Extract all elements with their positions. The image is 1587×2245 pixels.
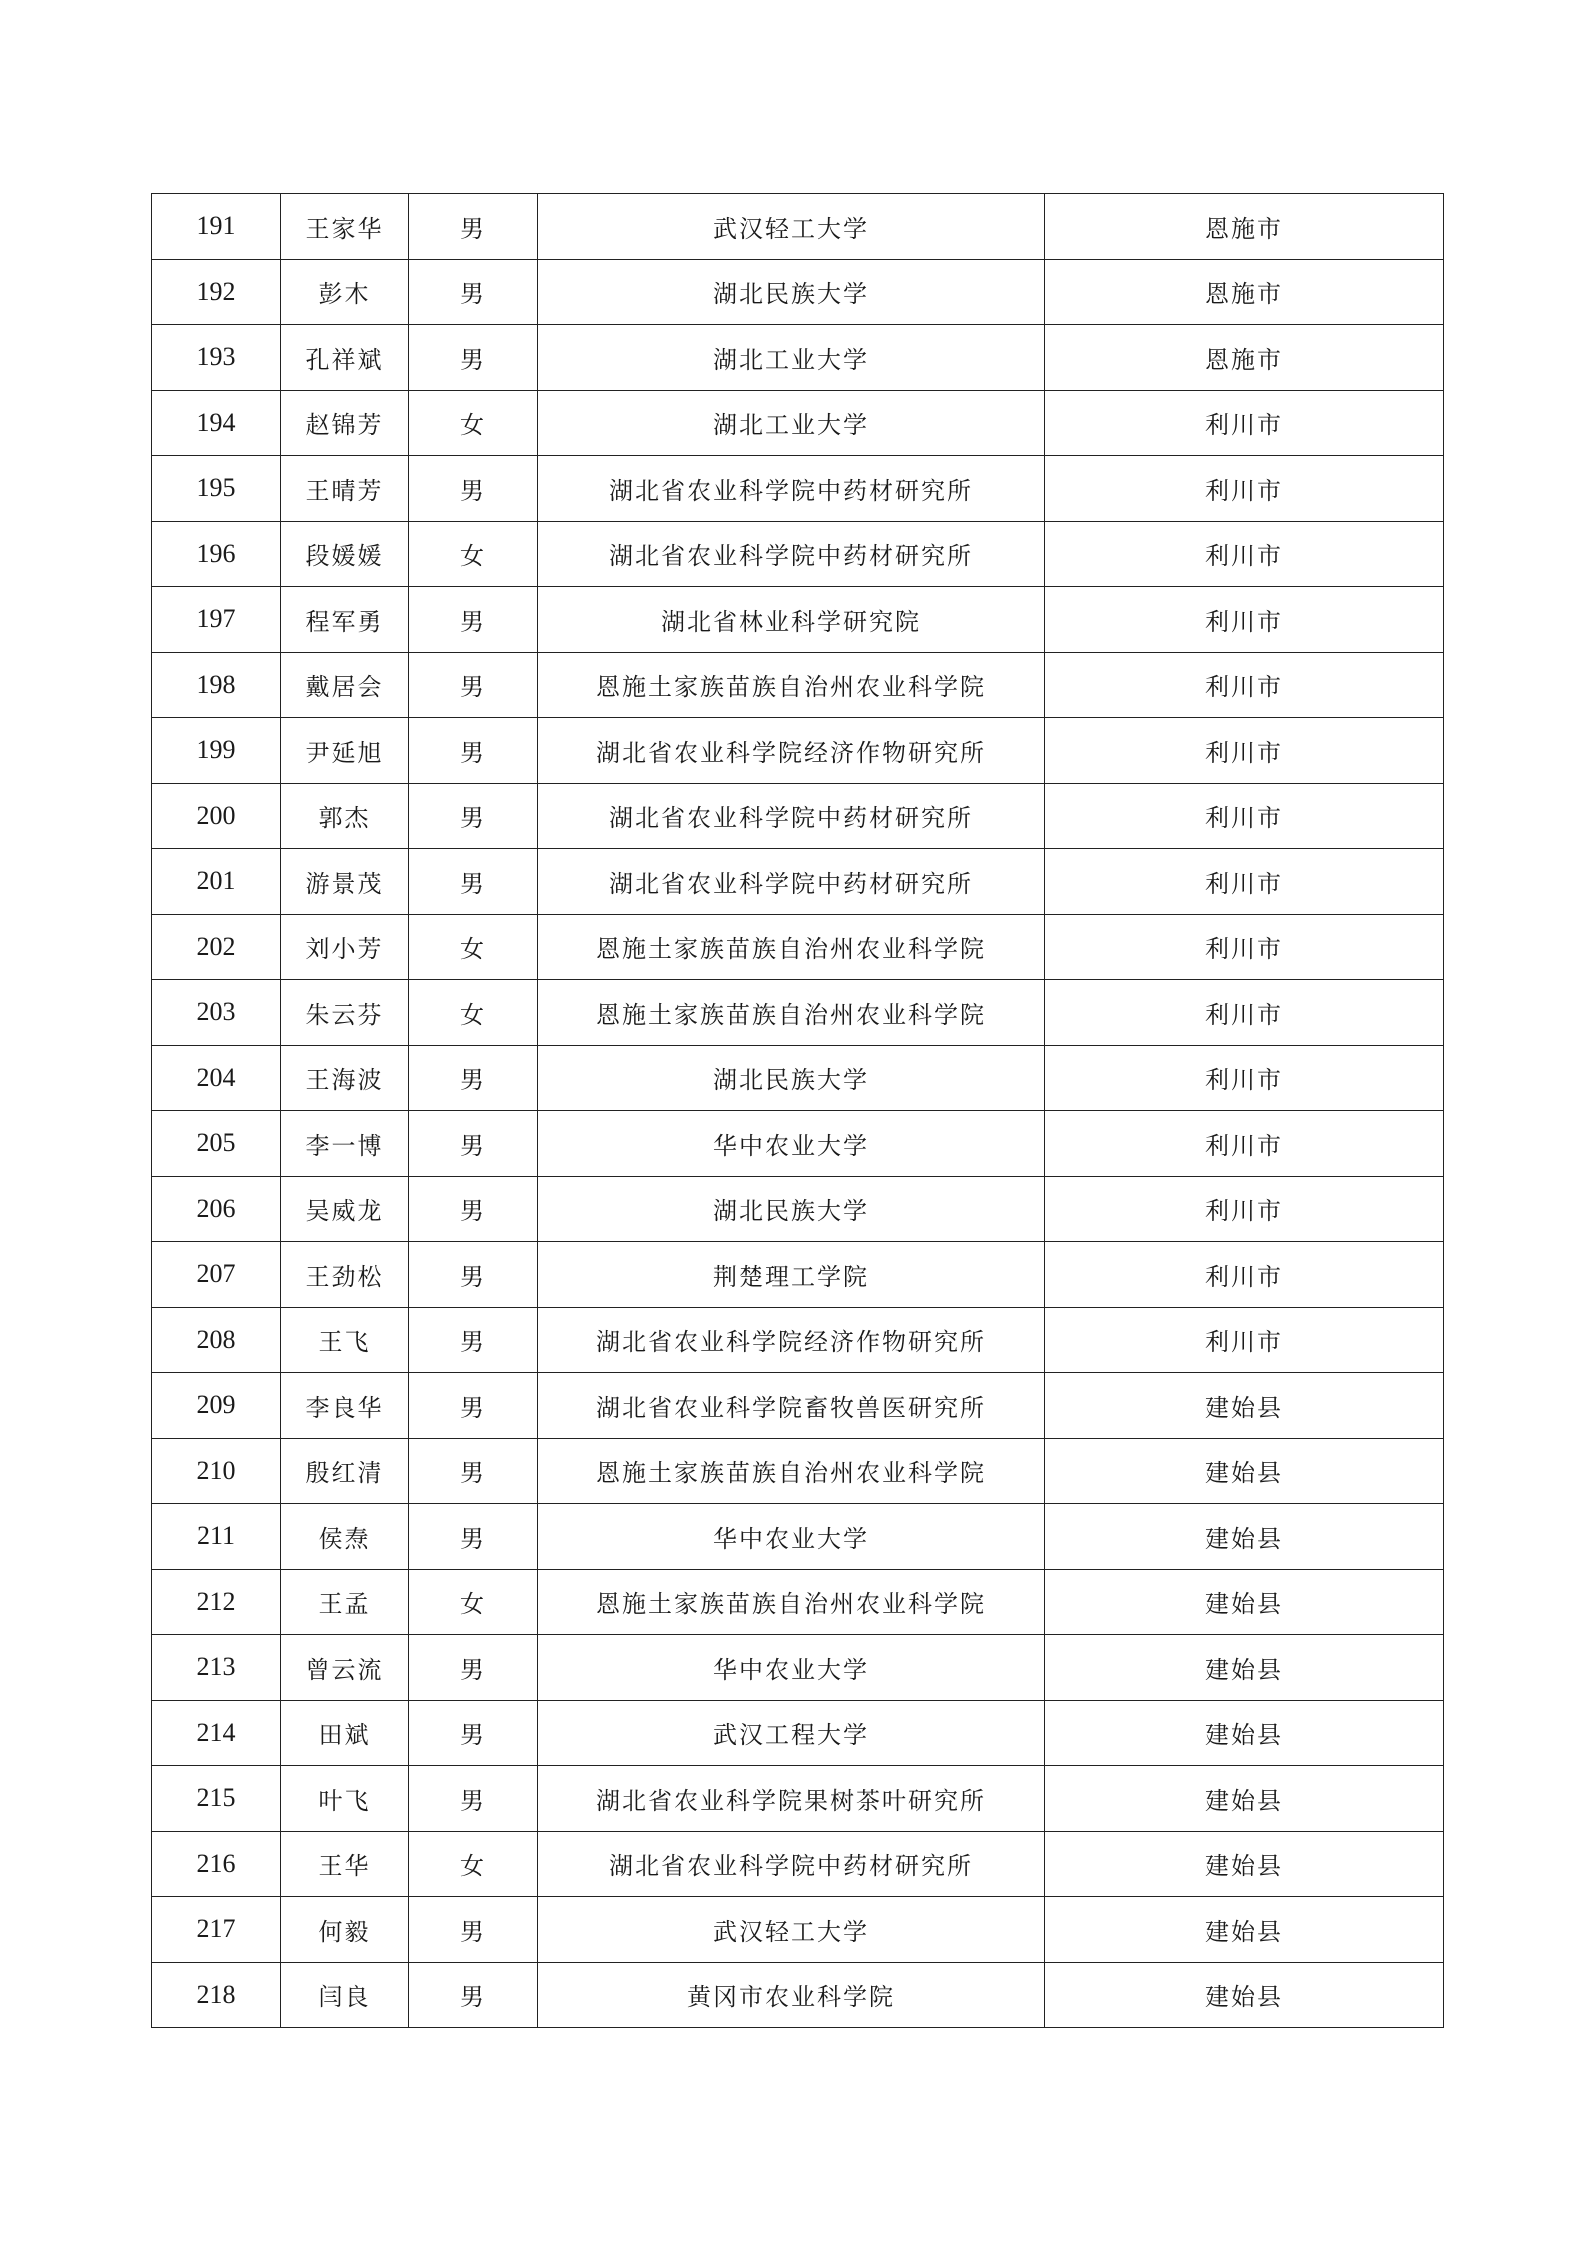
institution-cell: 武汉轻工大学 <box>538 194 1045 260</box>
row-number-cell: 211 <box>152 1504 281 1570</box>
row-number-cell: 215 <box>152 1766 281 1832</box>
person-name-cell: 王家华 <box>281 194 409 260</box>
row-number-cell: 196 <box>152 521 281 587</box>
person-name-cell: 王劲松 <box>281 1242 409 1308</box>
table-row <box>152 1045 1444 1111</box>
table-row <box>152 1504 1444 1570</box>
person-name-cell: 田斌 <box>281 1700 409 1766</box>
institution-cell: 湖北民族大学 <box>538 259 1045 325</box>
location-cell: 建始县 <box>1045 1504 1444 1570</box>
row-number-cell: 201 <box>152 849 281 915</box>
gender-cell: 男 <box>409 259 538 325</box>
institution-cell: 恩施土家族苗族自治州农业科学院 <box>538 652 1045 718</box>
institution-cell: 湖北工业大学 <box>538 390 1045 456</box>
person-name-cell: 王晴芳 <box>281 456 409 522</box>
table-row <box>152 1373 1444 1439</box>
row-number-cell: 214 <box>152 1700 281 1766</box>
institution-cell: 湖北工业大学 <box>538 325 1045 391</box>
gender-cell: 男 <box>409 1307 538 1373</box>
institution-cell: 恩施土家族苗族自治州农业科学院 <box>538 914 1045 980</box>
gender-cell: 男 <box>409 1766 538 1832</box>
table-row <box>152 259 1444 325</box>
person-name-cell: 段媛媛 <box>281 521 409 587</box>
person-name-cell: 李良华 <box>281 1373 409 1439</box>
location-cell: 利川市 <box>1045 718 1444 784</box>
person-name-cell: 赵锦芳 <box>281 390 409 456</box>
gender-cell: 女 <box>409 390 538 456</box>
gender-cell: 男 <box>409 194 538 260</box>
row-number-cell: 192 <box>152 259 281 325</box>
person-name-cell: 曾云流 <box>281 1635 409 1701</box>
location-cell: 利川市 <box>1045 587 1444 653</box>
location-cell: 利川市 <box>1045 456 1444 522</box>
location-cell: 恩施市 <box>1045 325 1444 391</box>
location-cell: 利川市 <box>1045 914 1444 980</box>
table-row <box>152 914 1444 980</box>
row-number-cell: 205 <box>152 1111 281 1177</box>
institution-cell: 湖北省农业科学院中药材研究所 <box>538 783 1045 849</box>
gender-cell: 男 <box>409 1176 538 1242</box>
person-name-cell: 李一博 <box>281 1111 409 1177</box>
table-row <box>152 1831 1444 1897</box>
table-row <box>152 980 1444 1046</box>
institution-cell: 华中农业大学 <box>538 1504 1045 1570</box>
institution-cell: 黄冈市农业科学院 <box>538 1962 1045 2028</box>
row-number-cell: 212 <box>152 1569 281 1635</box>
table-body <box>152 194 1444 2028</box>
row-number-cell: 210 <box>152 1438 281 1504</box>
person-name-cell: 王海波 <box>281 1045 409 1111</box>
row-number-cell: 218 <box>152 1962 281 2028</box>
table-row <box>152 1897 1444 1963</box>
row-number-cell: 213 <box>152 1635 281 1701</box>
gender-cell: 女 <box>409 980 538 1046</box>
institution-cell: 湖北省农业科学院畜牧兽医研究所 <box>538 1373 1045 1439</box>
person-name-cell: 王孟 <box>281 1569 409 1635</box>
gender-cell: 女 <box>409 521 538 587</box>
gender-cell: 男 <box>409 1635 538 1701</box>
gender-cell: 男 <box>409 456 538 522</box>
table-row <box>152 718 1444 784</box>
row-number-cell: 207 <box>152 1242 281 1308</box>
person-name-cell: 戴居会 <box>281 652 409 718</box>
table-row <box>152 521 1444 587</box>
person-name-cell: 王飞 <box>281 1307 409 1373</box>
location-cell: 利川市 <box>1045 1176 1444 1242</box>
row-number-cell: 199 <box>152 718 281 784</box>
location-cell: 恩施市 <box>1045 259 1444 325</box>
person-name-cell: 郭杰 <box>281 783 409 849</box>
gender-cell: 男 <box>409 1045 538 1111</box>
person-name-cell: 何毅 <box>281 1897 409 1963</box>
person-name-cell: 彭木 <box>281 259 409 325</box>
row-number-cell: 209 <box>152 1373 281 1439</box>
table-row <box>152 1569 1444 1635</box>
table-row <box>152 1438 1444 1504</box>
gender-cell: 男 <box>409 652 538 718</box>
gender-cell: 男 <box>409 783 538 849</box>
location-cell: 建始县 <box>1045 1569 1444 1635</box>
person-name-cell: 闫良 <box>281 1962 409 2028</box>
person-name-cell: 侯焘 <box>281 1504 409 1570</box>
table-row <box>152 587 1444 653</box>
gender-cell: 男 <box>409 587 538 653</box>
institution-cell: 荆楚理工学院 <box>538 1242 1045 1308</box>
location-cell: 利川市 <box>1045 521 1444 587</box>
table-row <box>152 652 1444 718</box>
table-row <box>152 390 1444 456</box>
gender-cell: 男 <box>409 1438 538 1504</box>
institution-cell: 恩施土家族苗族自治州农业科学院 <box>538 980 1045 1046</box>
table-row <box>152 849 1444 915</box>
row-number-cell: 198 <box>152 652 281 718</box>
gender-cell: 男 <box>409 1504 538 1570</box>
gender-cell: 男 <box>409 325 538 391</box>
table-row <box>152 1635 1444 1701</box>
institution-cell: 恩施土家族苗族自治州农业科学院 <box>538 1438 1045 1504</box>
row-number-cell: 217 <box>152 1897 281 1963</box>
location-cell: 利川市 <box>1045 390 1444 456</box>
row-number-cell: 206 <box>152 1176 281 1242</box>
person-name-cell: 孔祥斌 <box>281 325 409 391</box>
institution-cell: 湖北省农业科学院中药材研究所 <box>538 1831 1045 1897</box>
row-number-cell: 194 <box>152 390 281 456</box>
institution-cell: 湖北省农业科学院中药材研究所 <box>538 456 1045 522</box>
location-cell: 利川市 <box>1045 1307 1444 1373</box>
location-cell: 建始县 <box>1045 1700 1444 1766</box>
institution-cell: 武汉轻工大学 <box>538 1897 1045 1963</box>
row-number-cell: 202 <box>152 914 281 980</box>
person-name-cell: 刘小芳 <box>281 914 409 980</box>
institution-cell: 湖北省农业科学院中药材研究所 <box>538 849 1045 915</box>
institution-cell: 湖北民族大学 <box>538 1045 1045 1111</box>
table-row <box>152 1700 1444 1766</box>
location-cell: 建始县 <box>1045 1438 1444 1504</box>
gender-cell: 男 <box>409 1111 538 1177</box>
institution-cell: 华中农业大学 <box>538 1111 1045 1177</box>
location-cell: 建始县 <box>1045 1831 1444 1897</box>
institution-cell: 恩施土家族苗族自治州农业科学院 <box>538 1569 1045 1635</box>
table-row <box>152 456 1444 522</box>
institution-cell: 湖北省农业科学院经济作物研究所 <box>538 1307 1045 1373</box>
table-row <box>152 1111 1444 1177</box>
person-name-cell: 朱云芬 <box>281 980 409 1046</box>
location-cell: 恩施市 <box>1045 194 1444 260</box>
location-cell: 建始县 <box>1045 1766 1444 1832</box>
institution-cell: 湖北省农业科学院经济作物研究所 <box>538 718 1045 784</box>
gender-cell: 女 <box>409 1569 538 1635</box>
personnel-table <box>151 193 1444 2028</box>
table-row <box>152 194 1444 260</box>
gender-cell: 男 <box>409 1700 538 1766</box>
institution-cell: 湖北民族大学 <box>538 1176 1045 1242</box>
gender-cell: 男 <box>409 718 538 784</box>
person-name-cell: 游景茂 <box>281 849 409 915</box>
gender-cell: 男 <box>409 1897 538 1963</box>
row-number-cell: 197 <box>152 587 281 653</box>
location-cell: 利川市 <box>1045 1242 1444 1308</box>
person-name-cell: 尹延旭 <box>281 718 409 784</box>
location-cell: 利川市 <box>1045 1111 1444 1177</box>
institution-cell: 华中农业大学 <box>538 1635 1045 1701</box>
row-number-cell: 193 <box>152 325 281 391</box>
table-row <box>152 783 1444 849</box>
location-cell: 利川市 <box>1045 980 1444 1046</box>
institution-cell: 湖北省农业科学院果树茶叶研究所 <box>538 1766 1045 1832</box>
location-cell: 利川市 <box>1045 849 1444 915</box>
institution-cell: 湖北省林业科学研究院 <box>538 587 1045 653</box>
location-cell: 利川市 <box>1045 1045 1444 1111</box>
location-cell: 建始县 <box>1045 1373 1444 1439</box>
table-row <box>152 1307 1444 1373</box>
person-name-cell: 叶飞 <box>281 1766 409 1832</box>
row-number-cell: 200 <box>152 783 281 849</box>
gender-cell: 女 <box>409 914 538 980</box>
table-row <box>152 1242 1444 1308</box>
person-name-cell: 吴威龙 <box>281 1176 409 1242</box>
location-cell: 利川市 <box>1045 652 1444 718</box>
gender-cell: 男 <box>409 1373 538 1439</box>
gender-cell: 男 <box>409 1242 538 1308</box>
location-cell: 利川市 <box>1045 783 1444 849</box>
gender-cell: 男 <box>409 1962 538 2028</box>
table-row <box>152 1962 1444 2028</box>
person-name-cell: 程军勇 <box>281 587 409 653</box>
row-number-cell: 204 <box>152 1045 281 1111</box>
table-row <box>152 1766 1444 1832</box>
person-name-cell: 王华 <box>281 1831 409 1897</box>
row-number-cell: 216 <box>152 1831 281 1897</box>
gender-cell: 女 <box>409 1831 538 1897</box>
table-row <box>152 325 1444 391</box>
row-number-cell: 203 <box>152 980 281 1046</box>
location-cell: 建始县 <box>1045 1635 1444 1701</box>
person-name-cell: 殷红清 <box>281 1438 409 1504</box>
row-number-cell: 195 <box>152 456 281 522</box>
table-row <box>152 1176 1444 1242</box>
location-cell: 建始县 <box>1045 1897 1444 1963</box>
gender-cell: 男 <box>409 849 538 915</box>
institution-cell: 武汉工程大学 <box>538 1700 1045 1766</box>
location-cell: 建始县 <box>1045 1962 1444 2028</box>
institution-cell: 湖北省农业科学院中药材研究所 <box>538 521 1045 587</box>
row-number-cell: 191 <box>152 194 281 260</box>
row-number-cell: 208 <box>152 1307 281 1373</box>
